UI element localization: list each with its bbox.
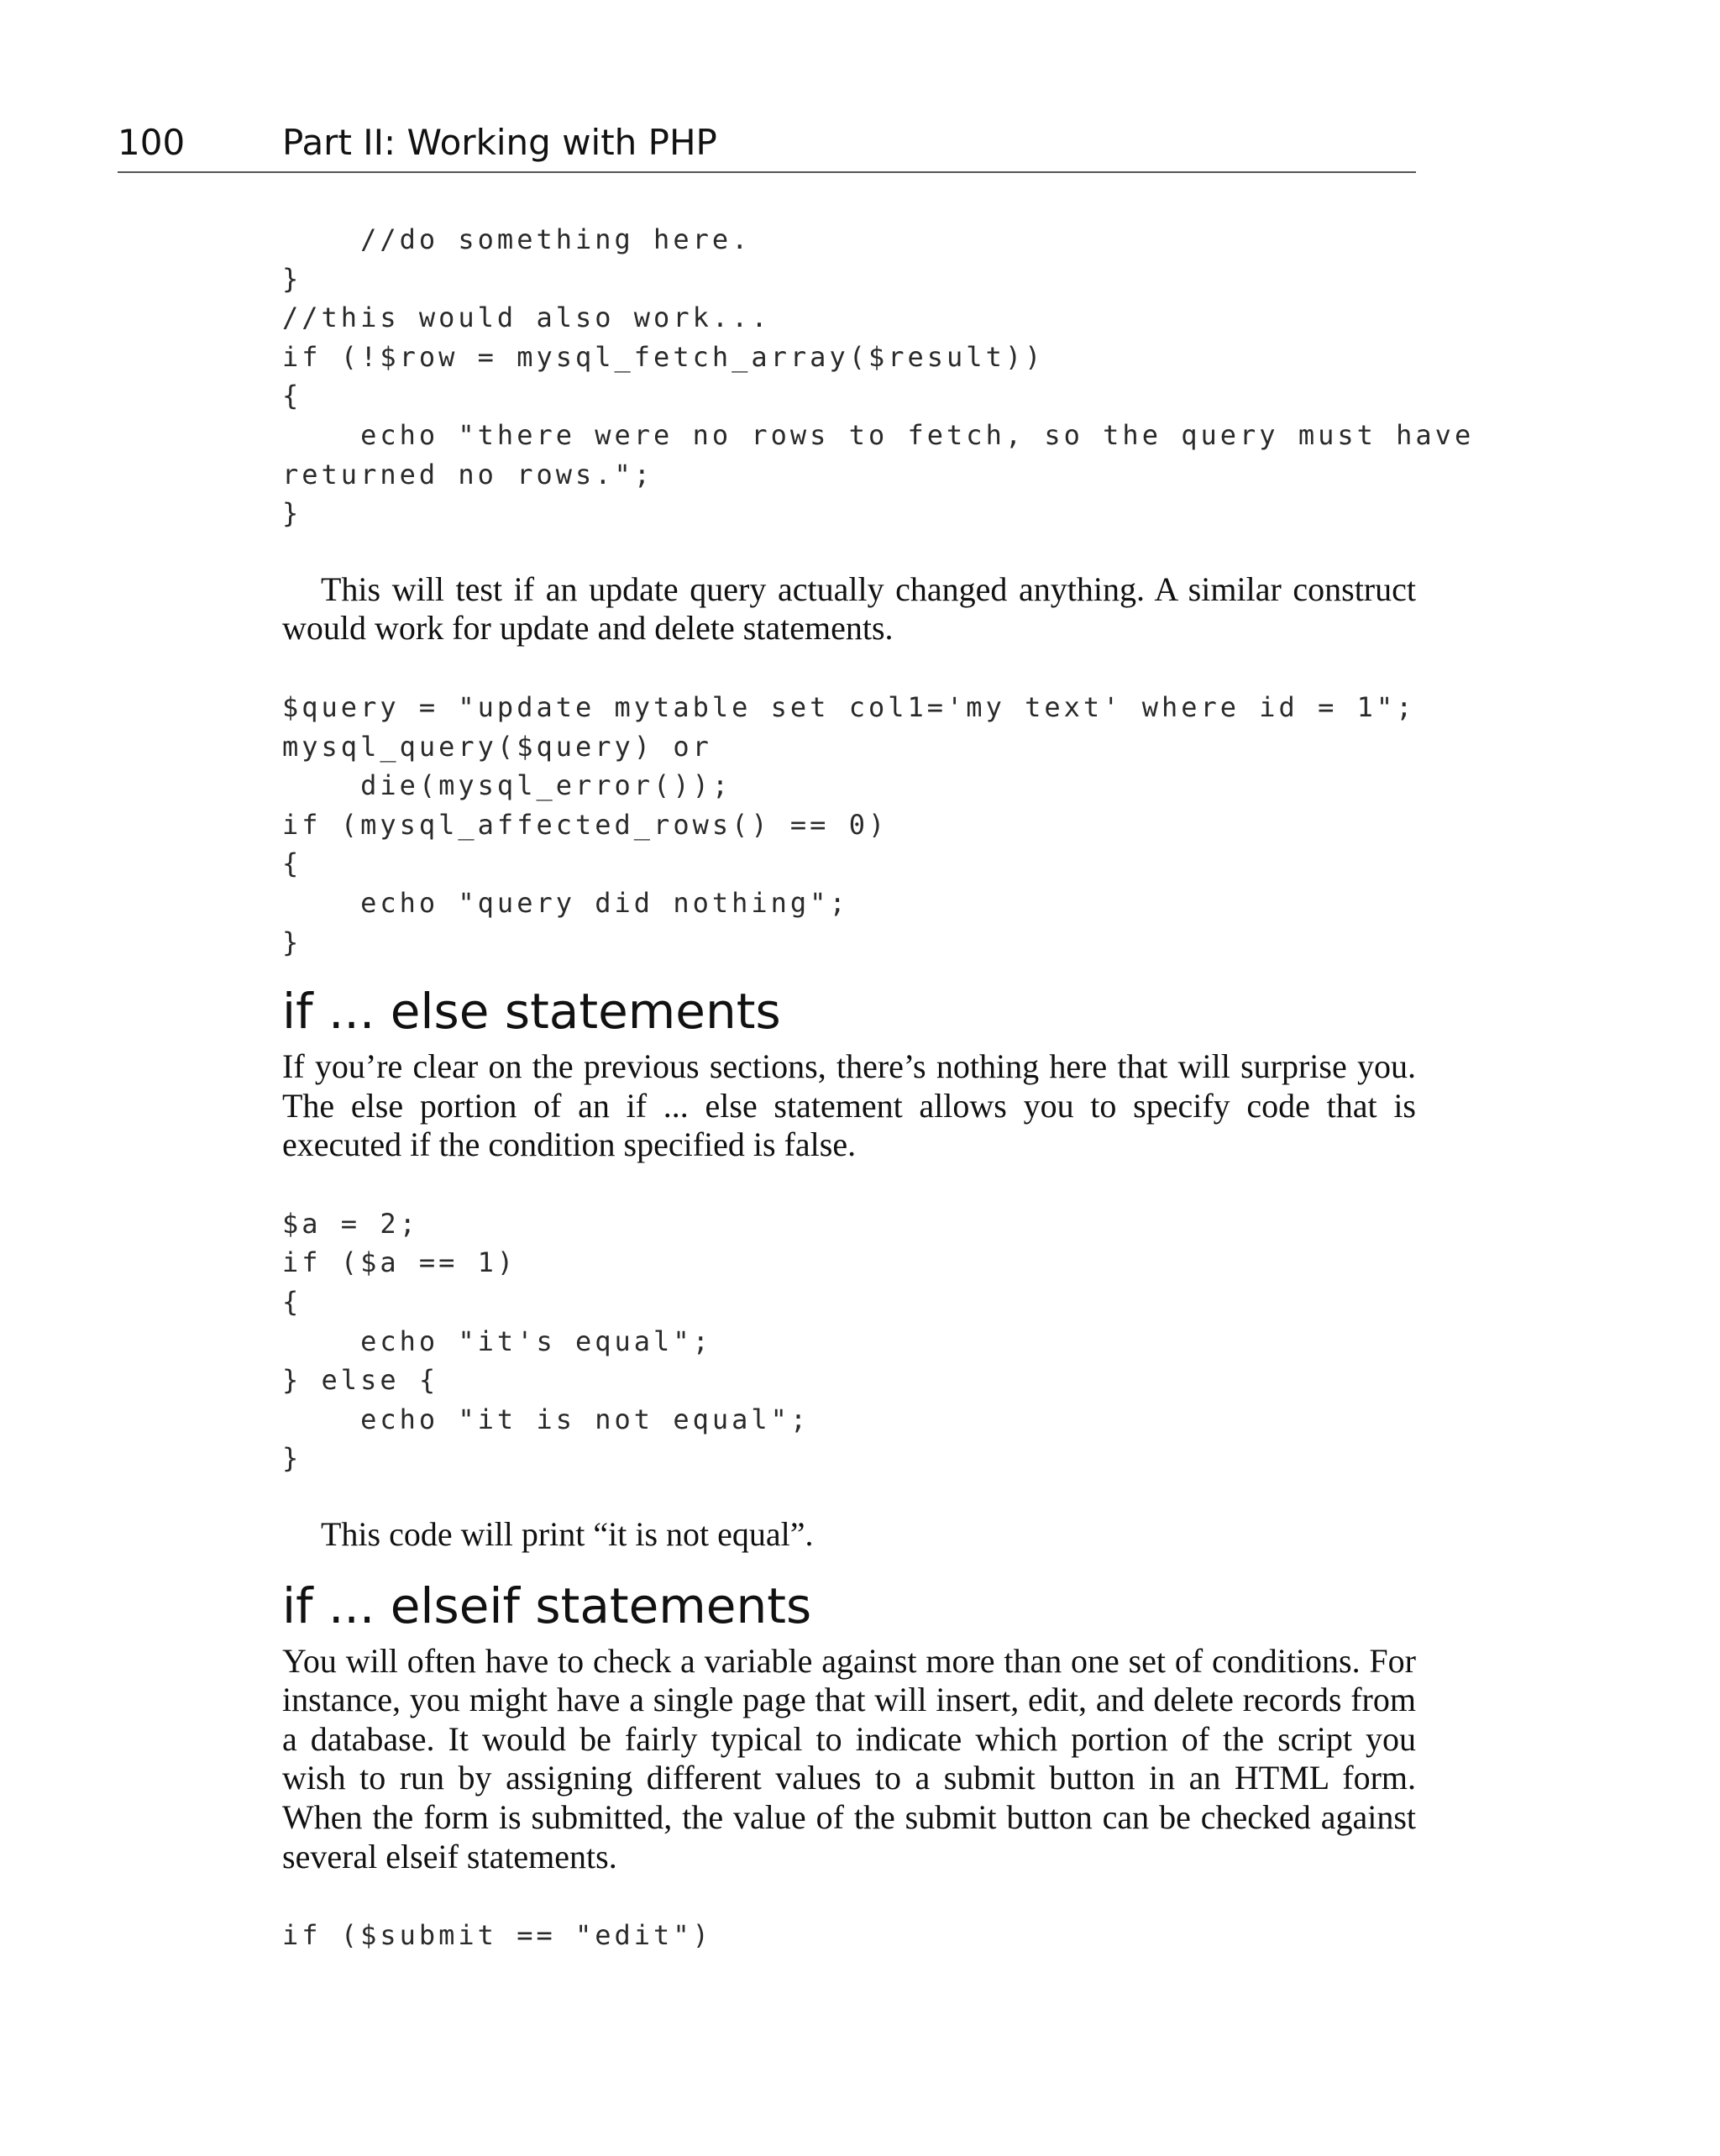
body-paragraph: This will test if an update query actually changed anything. A similar construct would work for update and delete statements.: [282, 569, 1416, 648]
code-line: {: [282, 380, 302, 412]
page-body: [282, 220, 1475, 1955]
code-line: $query = "update mytable set col1='my text' where id = 1";: [282, 690, 1416, 723]
running-head: [118, 118, 1416, 173]
code-block: [282, 688, 1416, 962]
code-line: {: [282, 847, 302, 880]
code-line: if (mysql_affected_rows() == 0): [282, 808, 889, 841]
code-line: echo "it is not equal";: [282, 1403, 810, 1435]
code-line: }: [282, 926, 302, 958]
code-block: [282, 1916, 1416, 1955]
code-line: }: [282, 1442, 302, 1475]
section-heading: if ... elseif statements: [282, 1576, 812, 1634]
code-line: }: [282, 262, 302, 295]
code-line: echo "there were no rows to fetch, so the query must have: [282, 418, 1475, 451]
code-line: if (!$row = mysql_fetch_array($result)): [282, 340, 1045, 373]
running-title: Part II: Working with PHP: [282, 122, 717, 163]
code-line: if ($a == 1): [282, 1246, 517, 1279]
code-line: {: [282, 1286, 302, 1319]
code-line: mysql_query($query) or: [282, 730, 712, 763]
page-number: 100: [118, 122, 186, 163]
body-paragraph: If you’re clear on the previous sections, there’s nothing here that will surprise you. The else portion of an if ... else statement allows you to specify code that is executed if the condition specified is false.: [282, 1047, 1416, 1164]
code-line: $a = 2;: [282, 1207, 419, 1240]
section-heading: if ... else statements: [282, 983, 781, 1041]
code-line: } else {: [282, 1364, 439, 1397]
code-line: echo "query did nothing";: [282, 886, 849, 919]
code-line: //this would also work...: [282, 302, 771, 334]
code-block: [282, 220, 1475, 533]
code-line: echo "it's equal";: [282, 1325, 712, 1357]
code-line: returned no rows.";: [282, 458, 654, 490]
body-paragraph: This code will print “it is not equal”.: [321, 1515, 814, 1554]
code-line: if ($submit == "edit"): [282, 1919, 712, 1952]
code-line: }: [282, 497, 302, 530]
code-line: //do something here.: [282, 223, 752, 255]
code-block: [282, 1204, 1416, 1478]
body-paragraph: You will often have to check a variable against more than one set of conditions. For instance, you might have a single page that will insert, edit, and delete records from a database. It would be fairly typical to indicate which portion of the script you wish to run by assigning different values to a submit button in an HTML form. When the form is submitted, the value of the submit button can be checked against several elseif statements.: [282, 1641, 1416, 1875]
code-line: die(mysql_error());: [282, 769, 732, 802]
